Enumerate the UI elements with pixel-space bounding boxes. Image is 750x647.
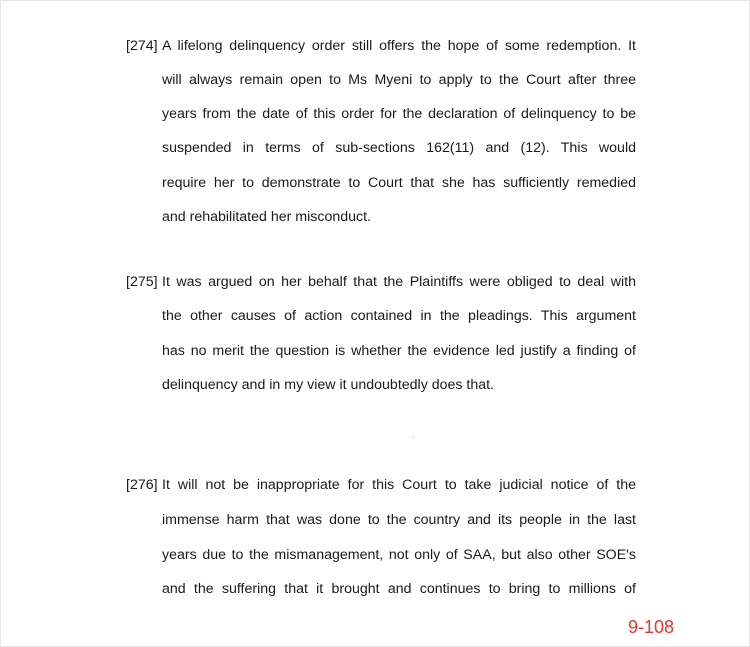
paragraph-line: years from the date of this order for the declaration of delinquency to be bbox=[162, 106, 636, 122]
paragraph-line: delinquency and in my view it undoubtedly does that. bbox=[162, 377, 495, 393]
paragraph-line: has no merit the question is whether the evidence led justify a finding of bbox=[162, 343, 636, 359]
paragraph-line: and the suffering that it brought and continues to bring to millions of bbox=[162, 581, 636, 597]
paragraph-line: and rehabilitated her misconduct. bbox=[162, 209, 371, 225]
paragraph-line: It will not be inappropriate for this Court to take judicial notice of the bbox=[162, 477, 636, 493]
paragraph-number: [275] bbox=[126, 274, 158, 290]
paragraph-line: A lifelong delinquency order still offers the hope of some redemption. It bbox=[162, 38, 636, 54]
paragraph-line: years due to the mismanagement, not only of SAA, but also other SOE's bbox=[162, 547, 636, 563]
paragraph-line: immense harm that was done to the country and its people in the last bbox=[162, 512, 636, 528]
paragraph-line: require her to demonstrate to Court that she has sufficiently remedied bbox=[162, 175, 636, 191]
page-number: 9-108 bbox=[628, 617, 675, 637]
paragraph-number: [274] bbox=[126, 38, 158, 54]
paragraph-number: [276] bbox=[126, 477, 158, 493]
paragraph-line: suspended in terms of sub-sections 162(11) and (12). This would bbox=[162, 140, 636, 156]
paragraph-line: the other causes of action contained in the pleadings. This argument bbox=[162, 308, 636, 324]
paragraph-line: It was argued on her behalf that the Plaintiffs were obliged to deal with bbox=[162, 274, 636, 290]
scan-artifact bbox=[412, 436, 415, 439]
paragraph-line: will always remain open to Ms Myeni to apply to the Court after three bbox=[162, 72, 636, 88]
